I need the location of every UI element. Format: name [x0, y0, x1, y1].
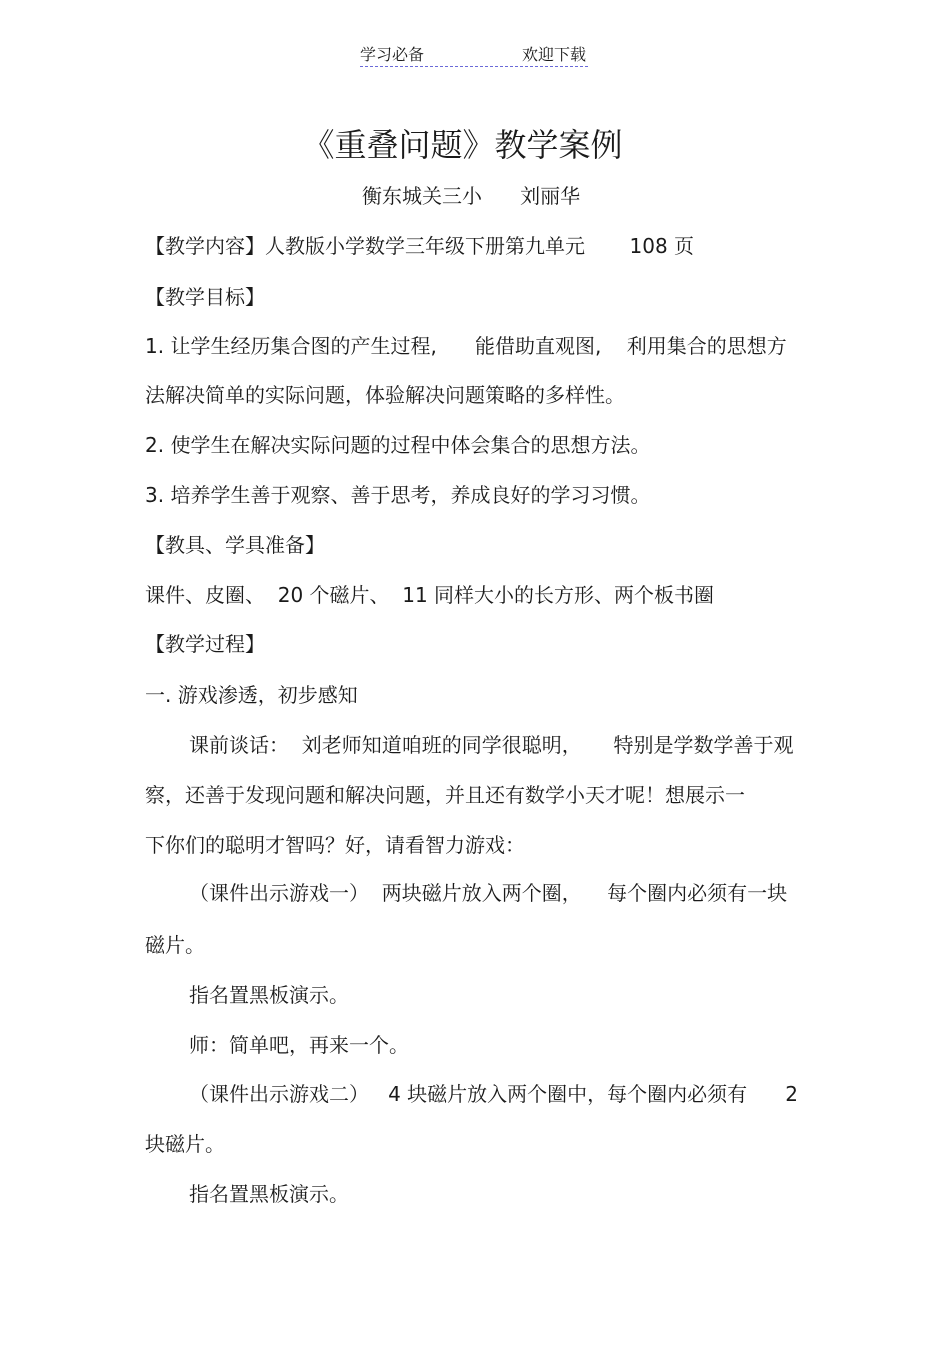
- paragraph-line: 下你们的聪明才智吗？好，请看智力游戏：: [145, 833, 525, 857]
- section-heading-objectives: 【教学目标】: [145, 285, 265, 309]
- objective-2: 2. 使学生在解决实际问题的过程中体会集合的思想方法。: [145, 433, 651, 457]
- header-right-text: 欢迎下载: [521, 45, 586, 64]
- objective-1: 1. 让学生经历集合图的产生过程, 能借助直观图, 利用集合的思想方: [145, 334, 787, 358]
- paragraph-line: 块磁片。: [145, 1132, 225, 1156]
- paragraph-line: 师：简单吧，再来一个。: [189, 1033, 409, 1057]
- paragraph-line: （课件出示游戏一） 两块磁片放入两个圈， 每个圈内必须有一块: [189, 881, 788, 905]
- paragraph-line: 察，还善于发现问题和解决问题，并且还有数学小天才呢！想展示一: [145, 783, 745, 807]
- paragraph-line: （课件出示游戏二） 4 块磁片放入两个圈中，每个圈内必须有 2: [189, 1082, 799, 1106]
- paragraph-line: 课前谈话： 刘老师知道咱班的同学很聪明， 特别是学数学善于观: [189, 733, 794, 757]
- header-left-text: 学习必备: [360, 45, 425, 64]
- paragraph-line: 指名置黑板演示。: [189, 983, 349, 1007]
- objective-1-cont: 法解决简单的实际问题，体验解决问题策略的多样性。: [145, 383, 625, 407]
- document-title: 《重叠问题》教学案例: [302, 126, 623, 164]
- paragraph-line: 磁片。: [145, 933, 205, 957]
- section-heading-materials: 【教具、学具准备】: [145, 533, 325, 557]
- page-header: [360, 40, 588, 67]
- teaching-content: 【教学内容】人教版小学数学三年级下册第九单元 108 页: [145, 234, 695, 258]
- materials-list: 课件、皮圈、 20 个磁片、 11 同样大小的长方形、两个板书圈: [145, 583, 715, 607]
- objective-3: 3. 培养学生善于观察、善于思考，养成良好的学习习惯。: [145, 483, 651, 507]
- author-line: 衡东城关三小 刘丽华: [362, 184, 581, 208]
- paragraph-line: 指名置黑板演示。: [189, 1182, 349, 1206]
- section-heading-process: 【教学过程】: [145, 632, 265, 656]
- step-heading-1: 一. 游戏渗透，初步感知: [145, 683, 358, 707]
